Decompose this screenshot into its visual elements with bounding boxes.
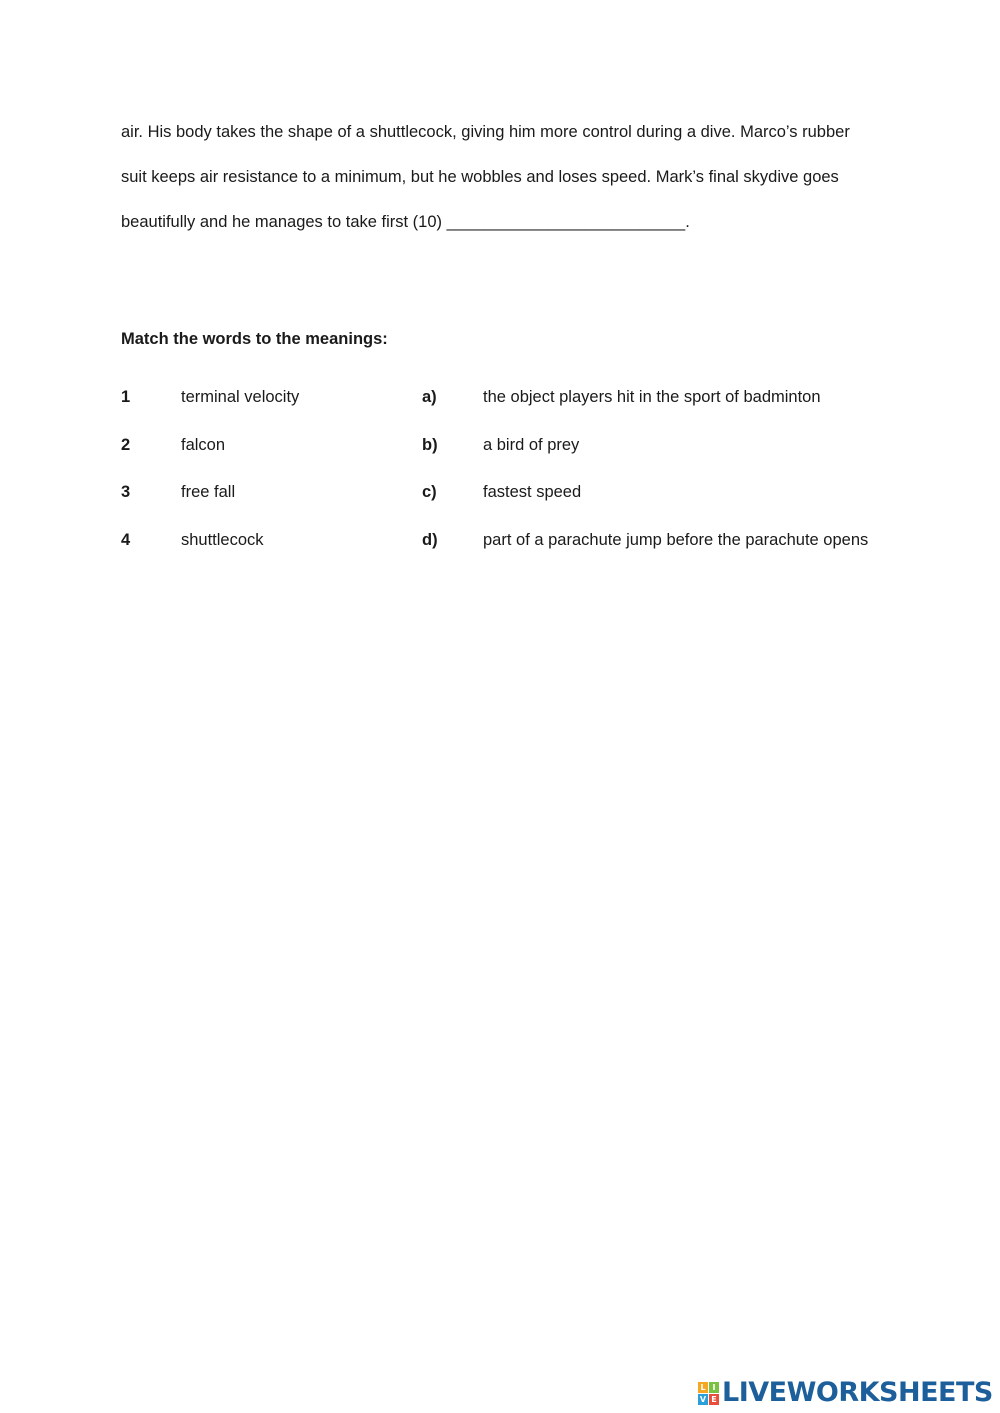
liveworksheets-logo xyxy=(698,1378,993,1408)
meaning-text: part of a parachute jump before the parachute opens xyxy=(483,531,869,549)
match-row xyxy=(0,481,1000,503)
logo-letter-i: I xyxy=(709,1382,719,1393)
item-number: 2 xyxy=(121,436,131,454)
meaning-letter: d) xyxy=(422,531,438,549)
item-word: falcon xyxy=(181,436,226,454)
meaning-text: the object players hit in the sport of badminton xyxy=(483,388,821,406)
meaning-letter: c) xyxy=(422,483,437,501)
logo-letter-v: V xyxy=(699,1394,707,1404)
match-row xyxy=(0,386,1000,408)
liveworksheets-wordmark: LIVEWORKSHEETS xyxy=(722,1377,993,1408)
meaning-text: fastest speed xyxy=(483,483,582,501)
paragraph-line-1: air. His body takes the shape of a shuttlecock, giving him more control during a dive. Marco’s rubber xyxy=(121,123,850,141)
item-word: terminal velocity xyxy=(181,388,300,406)
match-row xyxy=(0,434,1000,456)
paragraph-line-2: suit keeps air resistance to a minimum, but he wobbles and loses speed. Mark’s final skydive goes xyxy=(121,168,839,186)
liveworksheets-icon xyxy=(698,1382,719,1405)
item-word: shuttlecock xyxy=(181,531,264,549)
logo-letter-l: L xyxy=(698,1382,708,1393)
meaning-letter: a) xyxy=(422,388,437,406)
paragraph-line-3: beautifully and he manages to take first (10) __________________________. xyxy=(121,213,690,231)
exercise-heading: Match the words to the meanings: xyxy=(121,330,388,348)
item-number: 4 xyxy=(121,531,131,549)
logo-letter-e: E xyxy=(709,1394,719,1405)
item-word: free fall xyxy=(181,483,236,501)
item-number: 1 xyxy=(121,388,131,406)
meaning-letter: b) xyxy=(422,436,438,454)
match-row xyxy=(0,529,1000,551)
item-number: 3 xyxy=(121,483,131,501)
meaning-text: a bird of prey xyxy=(483,436,580,454)
